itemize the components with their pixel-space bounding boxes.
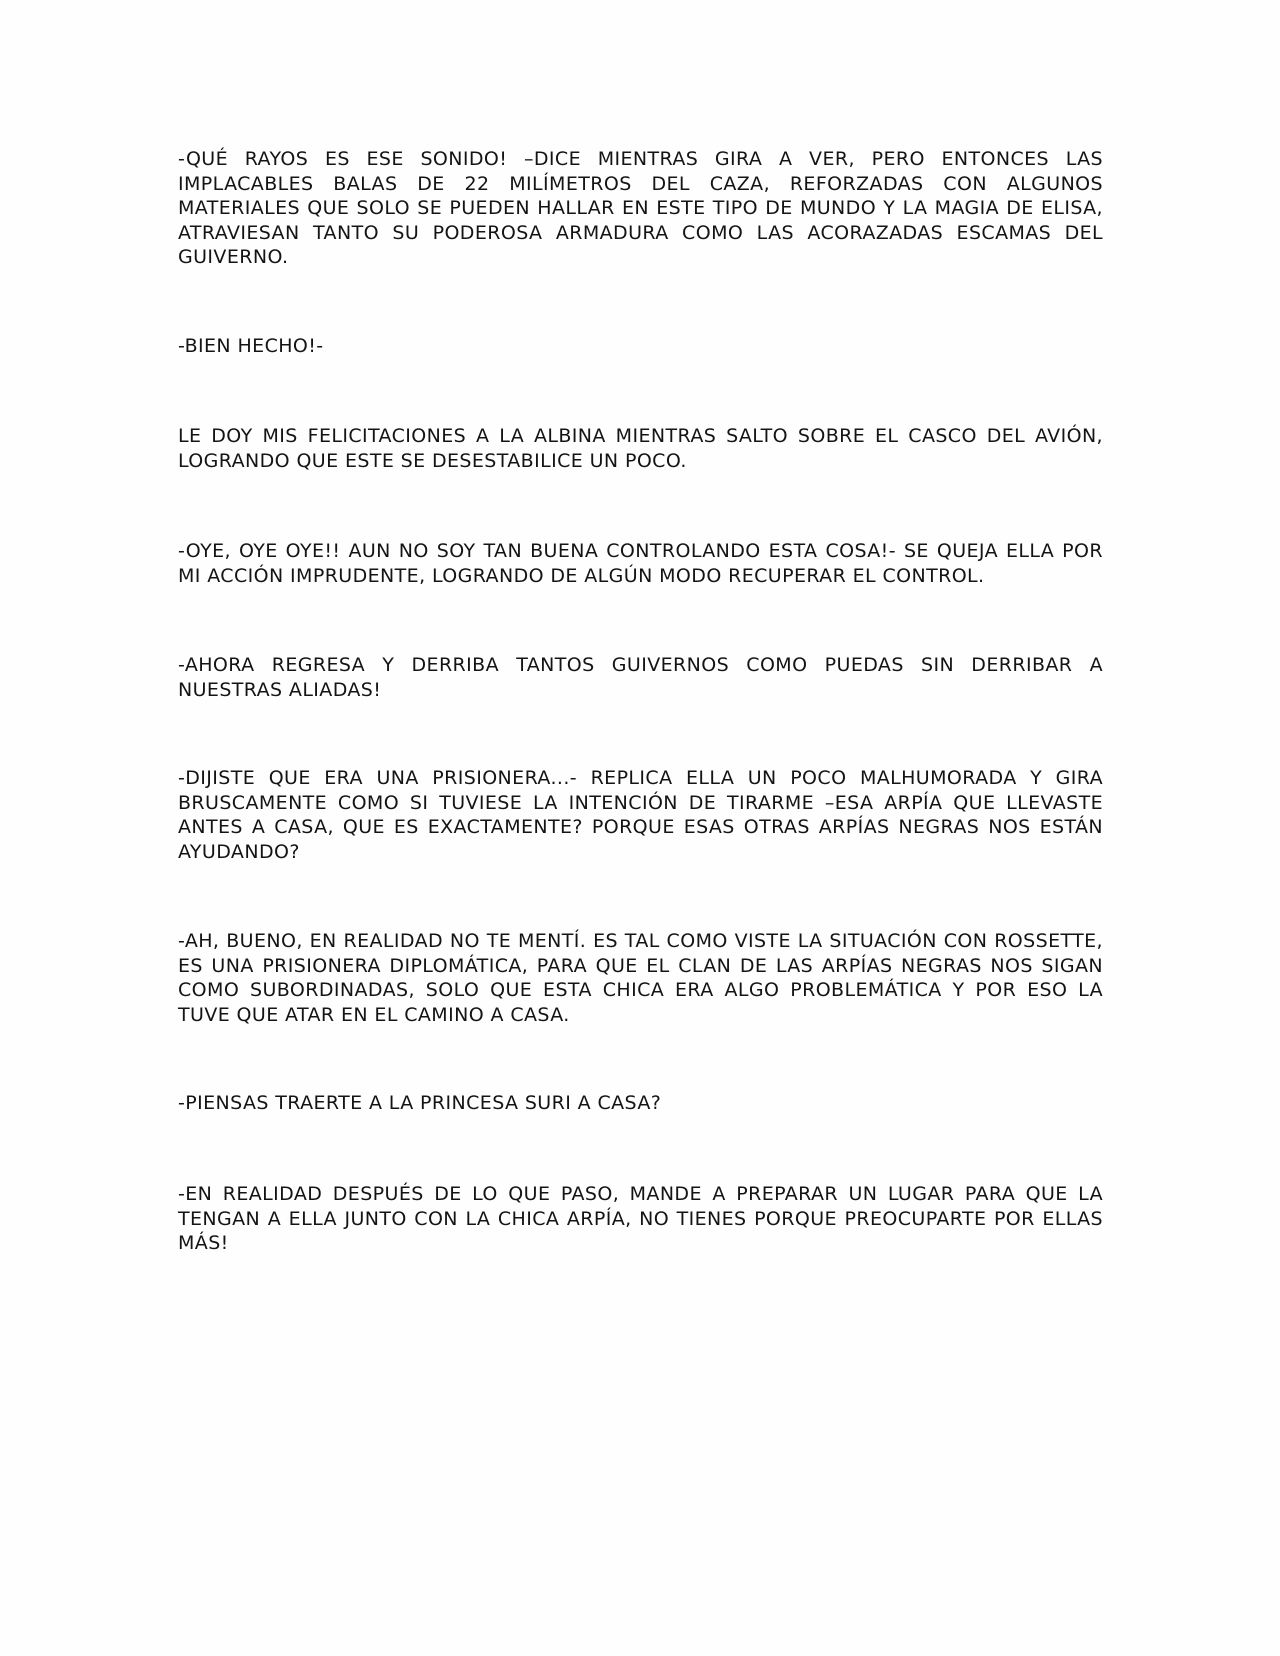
paragraph-7: -AH, BUENO, EN REALIDAD NO TE MENTÍ. ES TAL COMO VISTE LA SITUACIÓN CON ROSSETTE, ES UNA PRISIONERA DIPLOMÁTICA, PARA QUE EL CLAN DE LAS ARPÍAS NEGRAS NOS SIGAN COMO SUBORDINADAS, SOLO QUE ESTA CHICA ERA ALGO PROBLEMÁTICA Y POR ESO LA TUVE QUE ATAR EN EL CAMINO A CASA. bbox=[178, 930, 1103, 1026]
paragraph-9: -EN REALIDAD DESPUÉS DE LO QUE PASO, MANDE A PREPARAR UN LUGAR PARA QUE LA TENGAN A ELLA JUNTO CON LA CHICA ARPÍA, NO TIENES PORQUE PREOCUPARTE POR ELLAS MÁS! bbox=[178, 1183, 1103, 1254]
paragraph-2: -BIEN HECHO!- bbox=[178, 335, 324, 357]
paragraph-8: -PIENSAS TRAERTE A LA PRINCESA SURI A CASA? bbox=[178, 1092, 662, 1114]
paragraph-5: -AHORA REGRESA Y DERRIBA TANTOS GUIVERNOS COMO PUEDAS SIN DERRIBAR A NUESTRAS ALIADAS! bbox=[178, 654, 1103, 701]
paragraph-3: LE DOY MIS FELICITACIONES A LA ALBINA MIENTRAS SALTO SOBRE EL CASCO DEL AVIÓN, LOGRANDO QUE ESTE SE DESESTABILICE UN POCO. bbox=[178, 425, 1103, 472]
paragraph-6: -DIJISTE QUE ERA UNA PRISIONERA...- REPLICA ELLA UN POCO MALHUMORADA Y GIRA BRUSCAMENTE COMO SI TUVIESE LA INTENCIÓN DE TIRARME –ESA ARPÍA QUE LLEVASTE ANTES A CASA, QUE ES EXACTAMENTE? PORQUE ESAS OTRAS ARPÍAS NEGRAS NOS ESTÁN AYUDANDO? bbox=[178, 767, 1103, 863]
paragraph-1: -QUÉ RAYOS ES ESE SONIDO! –DICE MIENTRAS GIRA A VER, PERO ENTONCES LAS IMPLACABLES BALAS DE 22 MILÍMETROS DEL CAZA, REFORZADAS CON ALGUNOS MATERIALES QUE SOLO SE PUEDEN HALLAR EN ESTE TIPO DE MUNDO Y LA MAGIA DE ELISA, ATRAVIESAN TANTO SU PODEROSA ARMADURA COMO LAS ACORAZADAS ESCAMAS DEL GUIVERNO. bbox=[178, 148, 1103, 268]
paragraph-4: -OYE, OYE OYE!! AUN NO SOY TAN BUENA CONTROLANDO ESTA COSA!- SE QUEJA ELLA POR MI ACCIÓN IMPRUDENTE, LOGRANDO DE ALGÚN MODO RECUPERAR EL CONTROL. bbox=[178, 540, 1103, 587]
